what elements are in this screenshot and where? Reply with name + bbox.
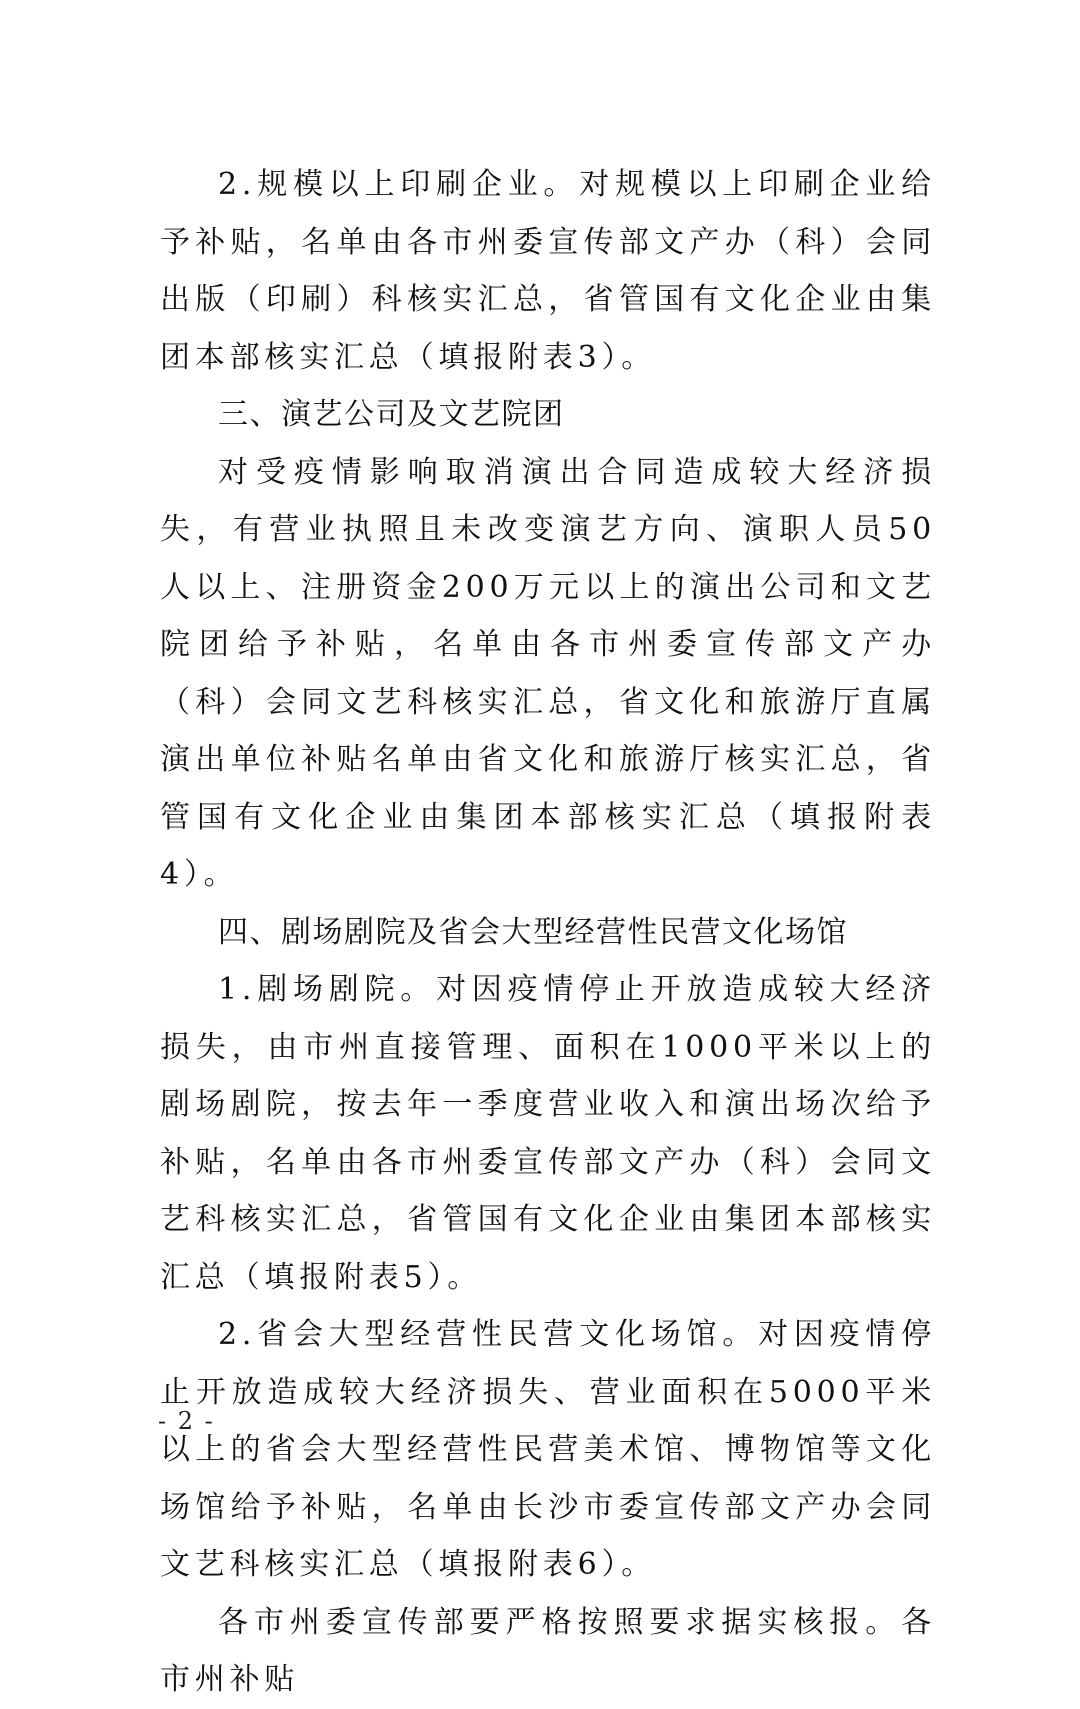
paragraph-theaters: 1.剧场剧院。对因疫情停止开放造成较大经济损失，由市州直接管理、面积在1000平米以上的剧场剧院，按去年一季度营业收入和演出场次给予补贴，名单由各市州委宣传部文产办（科）会同文艺科核实汇总，省管国有文化企业由集团本部核实汇总（填报附表5）。 bbox=[160, 972, 936, 1295]
paragraph-cultural-venues: 2.省会大型经营性民营文化场馆。对因疫情停止开放造成较大经济损失、营业面积在5000平米以上的省会大型经营性民营美术馆、博物馆等文化场馆给予补贴，名单由长沙市委宣传部文产办会同文艺科核实汇总（填报附表6）。 bbox=[160, 1317, 936, 1582]
section-heading-3: 三、演艺公司及文艺院团 bbox=[218, 397, 565, 432]
paragraph-closing: 各市州委宣传部要严格按照要求据实核报。各市州补贴 bbox=[160, 1604, 936, 1697]
paragraph-printing-enterprises: 2.规模以上印刷企业。对规模以上印刷企业给予补贴，名单由各市州委宣传部文产办（科）会同出版（印刷）科核实汇总，省管国有文化企业由集团本部核实汇总（填报附表3）。 bbox=[160, 167, 936, 375]
paragraph-performing-arts: 对受疫情影响取消演出合同造成较大经济损失，有营业执照且未改变演艺方向、演职人员50人以上、注册资金200万元以上的演出公司和文艺院团给予补贴，名单由各市州委宣传部文产办（科）会同文艺科核实汇总，省文化和旅游厅直属演出单位补贴名单由省文化和旅游厅核实汇总，省管国有文化企业由集团本部核实汇总（填报附表4）。 bbox=[160, 454, 936, 892]
section-heading-4: 四、剧场剧院及省会大型经营性民营文化场馆 bbox=[218, 914, 848, 950]
page-number: - 2 - bbox=[158, 1407, 215, 1435]
document-body bbox=[160, 156, 936, 1709]
